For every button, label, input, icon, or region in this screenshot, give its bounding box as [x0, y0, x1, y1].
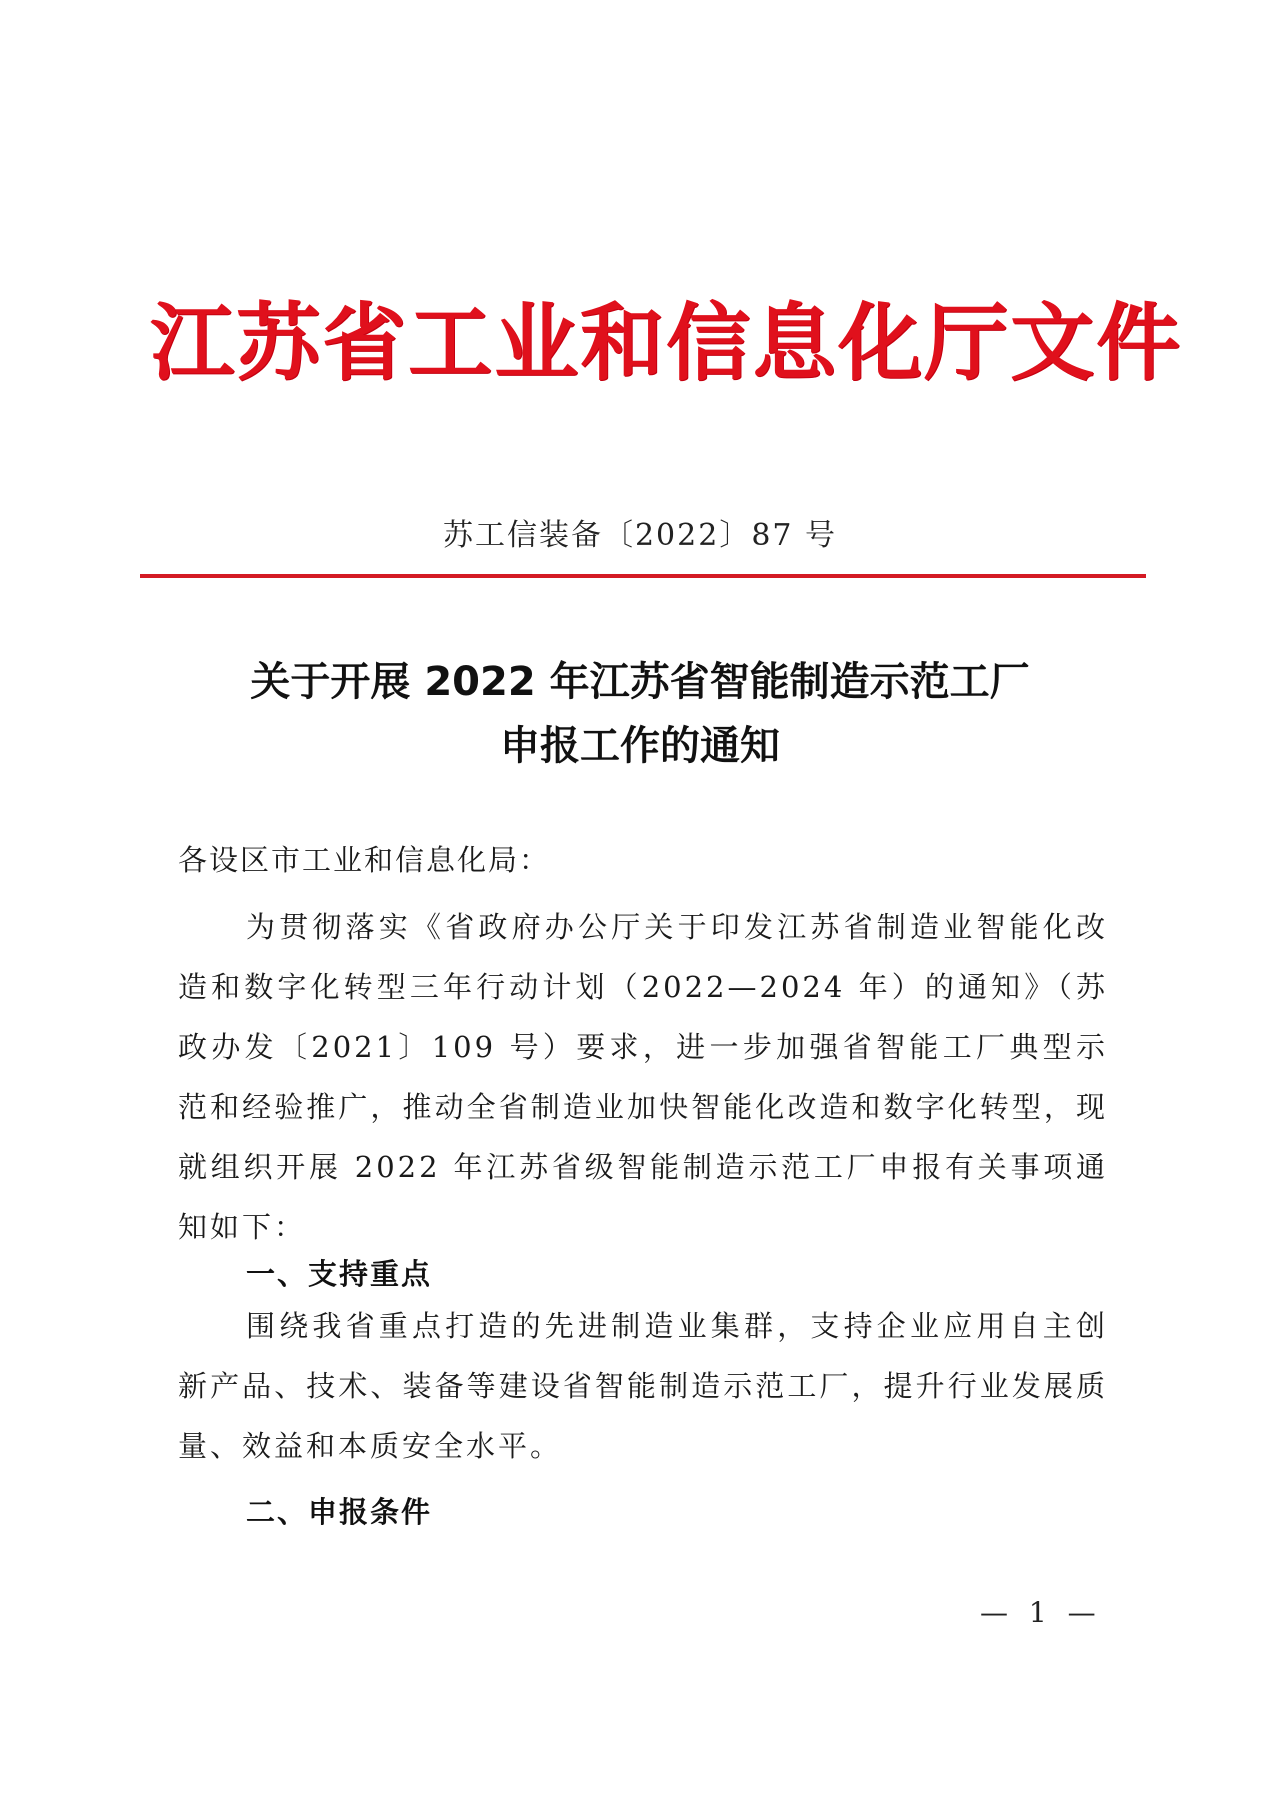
- section-heading-2: 二、申报条件: [246, 1495, 433, 1529]
- document-number: 苏工信装备〔2022〕87 号: [442, 518, 838, 553]
- page-number: — 1 —: [980, 1596, 1102, 1629]
- salutation: 各设区市工业和信息化局：: [178, 843, 551, 877]
- notice-title-line-1: 关于开展 2022 年江苏省智能制造示范工厂: [250, 659, 1030, 705]
- notice-title: [0, 650, 1280, 778]
- red-divider-line: [140, 574, 1146, 578]
- masthead-title: 江苏省工业和信息化厅文件: [150, 294, 1183, 392]
- body-paragraph-intro: 为贯彻落实《省政府办公厅关于印发江苏省制造业智能化改造和数字化转型三年行动计划（2022—2024 年）的通知》（苏政办发〔2021〕109 号）要求，进一步加强省智能工厂典型示范和经验推广，推动全省制造业加快智能化改造和数字化转型，现就组织开展 2022 年江苏省级智能制造示范工厂申报有关事项通知如下：: [178, 910, 1108, 1244]
- body-paragraph-support: 围绕我省重点打造的先进制造业集群，支持企业应用自主创新产品、技术、装备等建设省智能制造示范工厂，提升行业发展质量、效益和本质安全水平。: [178, 1309, 1108, 1463]
- section-heading-1: 一、支持重点: [246, 1257, 433, 1291]
- notice-title-line-2: 申报工作的通知: [500, 723, 780, 769]
